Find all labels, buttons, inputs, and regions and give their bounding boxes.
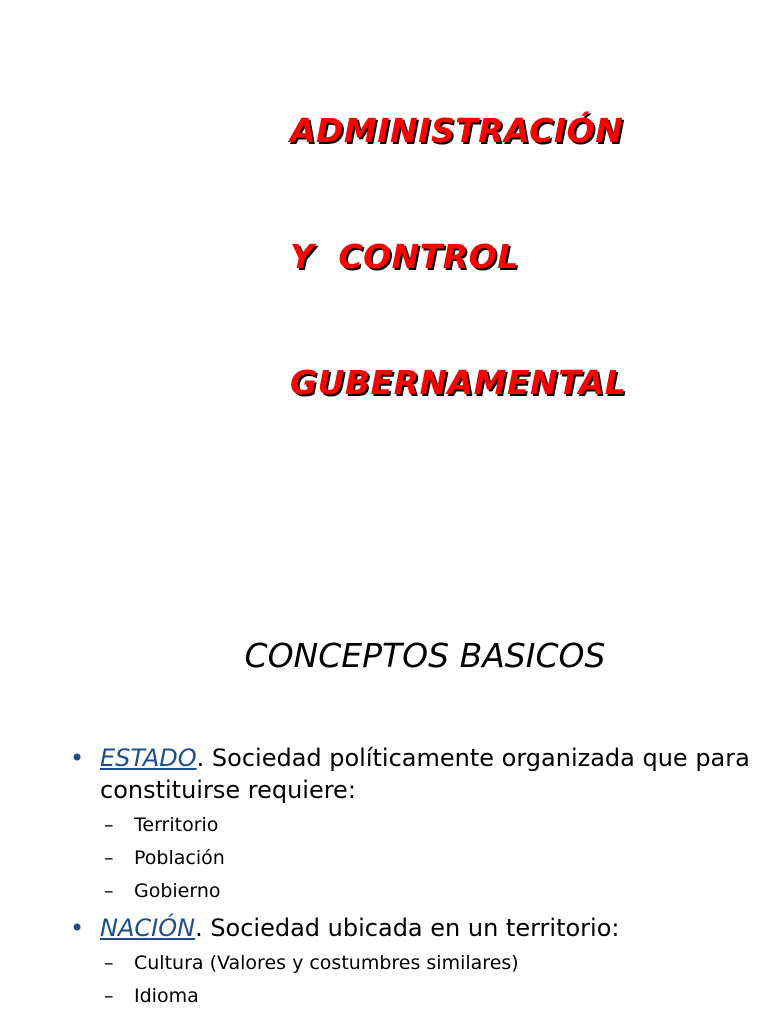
list-item <box>104 875 768 908</box>
dash-icon: – <box>104 880 114 902</box>
term-nacion: NACIÓN <box>100 914 196 942</box>
definition-estado: . Sociedad políticamente organizada que para constituirse requiere: <box>100 744 750 804</box>
bullet-nacion <box>70 912 768 944</box>
bullet-estado <box>70 742 768 806</box>
sub-item-label: Cultura (Valores y costumbres similares) <box>134 952 519 974</box>
sub-item-label: Población <box>134 847 225 869</box>
list-item <box>104 809 768 842</box>
list-item <box>104 842 768 875</box>
list-item <box>104 980 768 1013</box>
slide-title <box>290 26 626 446</box>
sub-item-label: Territorio <box>134 814 219 836</box>
bullet-icon: • <box>70 744 85 772</box>
title-line-3: GUBERNAMENTAL <box>290 363 627 402</box>
title-line-2: Y CONTROL <box>290 237 519 276</box>
term-estado: ESTADO <box>100 744 197 772</box>
dash-icon: – <box>104 985 114 1007</box>
nacion-sublist <box>104 947 768 1013</box>
dash-icon: – <box>104 847 114 869</box>
title-line-1: ADMINISTRACIÓN <box>290 111 624 150</box>
list-item <box>104 947 768 980</box>
concepts-list <box>70 742 768 1017</box>
section-heading: CONCEPTOS BASICOS <box>244 636 606 675</box>
dash-icon: – <box>104 952 114 974</box>
sub-item-label: Idioma <box>134 985 199 1007</box>
bullet-icon: • <box>70 914 85 942</box>
definition-nacion: . Sociedad ubicada en un territorio: <box>195 914 620 942</box>
estado-sublist <box>104 809 768 908</box>
sub-item-label: Gobierno <box>134 880 221 902</box>
dash-icon: – <box>104 814 114 836</box>
